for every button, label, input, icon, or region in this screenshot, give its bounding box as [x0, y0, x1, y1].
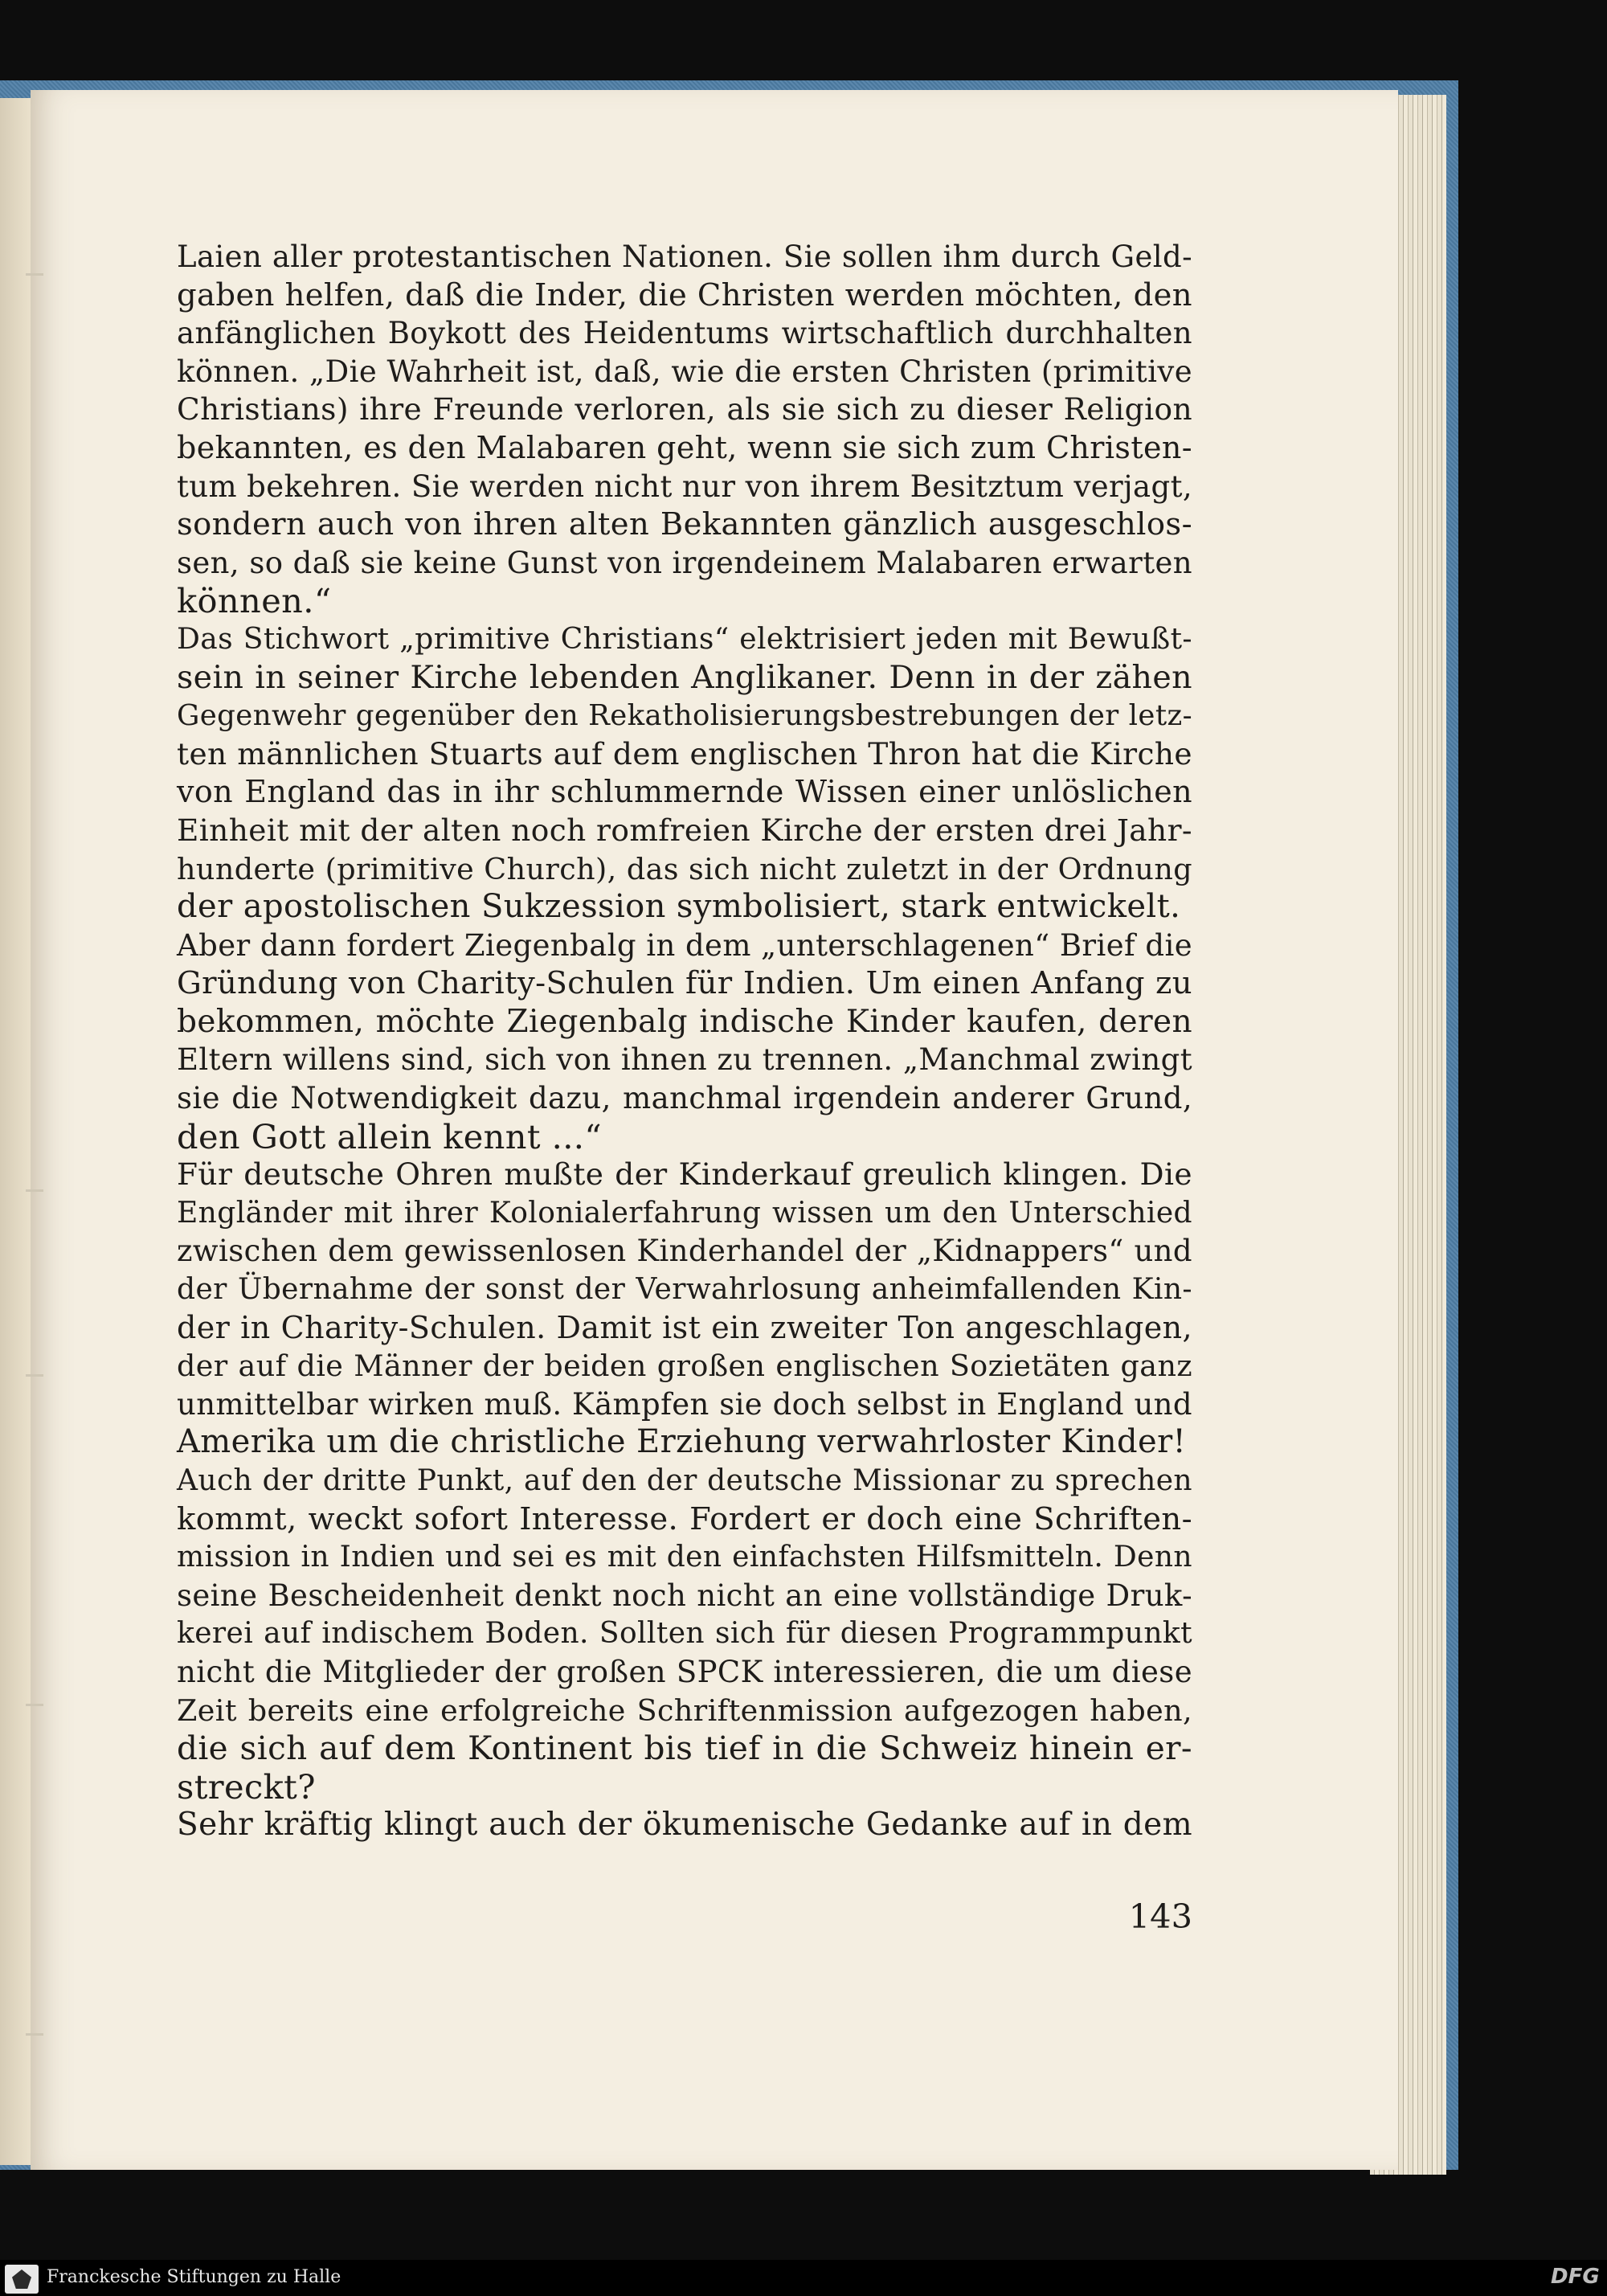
- binding-stitch: [26, 1374, 43, 1377]
- text-line: mission in Indien und sei es mit den einfachsten Hilfsmitteln. Denn: [177, 1541, 1192, 1574]
- dfg-logo: DFG: [1551, 2265, 1600, 2289]
- text-line: Einheit mit der alten noch romfreien Kirche der ersten drei Jahr-: [177, 812, 1192, 848]
- text-line: tum bekehren. Sie werden nicht nur von ihrem Besitztum verjagt,: [177, 469, 1192, 504]
- text-line: nicht die Mitglieder der großen SPCK interessieren, die um diese: [177, 1654, 1192, 1689]
- text-line: der apostolischen Sukzession symbolisiert, stark entwickelt.: [177, 888, 1181, 926]
- binding-stitch: [26, 273, 43, 276]
- text-line: Zeit bereits eine erfolgreiche Schriftenmission aufgezogen haben,: [177, 1692, 1192, 1728]
- text-line: sie die Notwendigkeit dazu, manchmal irgendein anderer Grund,: [177, 1081, 1192, 1116]
- text-line: kerei auf indischem Boden. Sollten sich für diesen Programmpunkt: [177, 1617, 1192, 1651]
- footer-credit-link[interactable]: Franckesche Stiftungen zu Halle: [47, 2267, 341, 2287]
- text-line: Aber dann fordert Ziegenbalg in dem „unterschlagenen“ Brief die: [177, 927, 1192, 963]
- body-text: [177, 238, 1192, 1844]
- text-line: Christians) ihre Freunde verloren, als sie sich zu dieser Religion: [177, 391, 1192, 428]
- binding-stitch: [26, 2033, 43, 2036]
- text-line: Engländer mit ihrer Kolonialerfahrung wissen um den Unterschied: [177, 1196, 1192, 1230]
- text-line: den Gott allein kennt ...“: [177, 1116, 602, 1156]
- text-line: unmittelbar wirken muß. Kämpfen sie doch selbst in England und: [177, 1386, 1192, 1422]
- text-line: Laien aller protestantischen Nationen. Sie sollen ihm durch Geld-: [177, 239, 1192, 274]
- text-line: sondern auch von ihren alten Bekannten gänzlich ausgeschlos-: [177, 506, 1192, 543]
- text-line: zwischen dem gewissenlosen Kinderhandel der „Kidnappers“ und: [177, 1234, 1192, 1269]
- text-line: Eltern willens sind, sich von ihnen zu trennen. „Manchmal zwingt: [177, 1042, 1192, 1078]
- binding-stitch: [26, 1704, 43, 1706]
- text-line: Auch der dritte Punkt, auf den der deutsche Missionar zu sprechen: [177, 1464, 1192, 1497]
- text-line: Gründung von Charity-Schulen für Indien. Um einen Anfang zu: [177, 965, 1192, 1002]
- text-line: bekommen, möchte Ziegenbalg indische Kinder kaufen, deren: [177, 1003, 1192, 1040]
- text-line: Sehr kräftig klingt auch der ökumenische Gedanke auf in dem: [177, 1807, 1192, 1844]
- text-line: ten männlichen Stuarts auf dem englischen Thron hat die Kirche: [177, 735, 1192, 771]
- text-line: Das Stichwort „primitive Christians“ elektrisiert jeden mit Bewußt-: [177, 622, 1192, 656]
- text-line: sen, so daß sie keine Gunst von irgendeinem Malabaren erwarten: [177, 545, 1192, 580]
- text-line: die sich auf dem Kontinent bis tief in die Schweiz hinein er-: [177, 1729, 1192, 1768]
- text-line: können. „Die Wahrheit ist, daß, wie die ersten Christen (primitive: [177, 354, 1192, 389]
- text-line: der in Charity-Schulen. Damit ist ein zweiter Ton angeschlagen,: [177, 1309, 1192, 1345]
- text-line: Gegenwehr gegenüber den Rekatholisierungsbestrebungen der letz-: [177, 699, 1192, 733]
- text-line: können.“: [177, 581, 332, 621]
- text-line: Amerika um die christliche Erziehung verwahrloster Kinder!: [177, 1423, 1187, 1461]
- text-line: hunderte (primitive Church), das sich nicht zuletzt in der Ordnung: [177, 851, 1192, 886]
- text-line: bekannten, es den Malabaren geht, wenn sie sich zum Christen-: [177, 429, 1192, 465]
- text-line: streckt?: [177, 1766, 316, 1807]
- text-line: sein in seiner Kirche lebenden Anglikaner. Denn in der zähen: [177, 658, 1192, 696]
- text-line: gaben helfen, daß die Inder, die Christen werden möchten, den: [177, 276, 1192, 313]
- page-number: 143: [1128, 1897, 1192, 1936]
- text-line: von England das in ihr schlummernde Wissen einer unlöslichen: [177, 774, 1192, 810]
- seal-icon[interactable]: [5, 2265, 39, 2294]
- binding-stitch: [26, 1189, 43, 1192]
- binding-thread: [22, 241, 47, 2089]
- text-line: anfänglichen Boykott des Heidentums wirtschaftlich durchhalten: [177, 316, 1192, 351]
- text-line: der Übernahme der sonst der Verwahrlosung anheimfallenden Kin-: [177, 1273, 1192, 1307]
- text-line: kommt, weckt sofort Interesse. Fordert er doch eine Schriften-: [177, 1500, 1192, 1537]
- text-line: seine Bescheidenheit denkt noch nicht an eine vollständige Druk-: [177, 1578, 1192, 1613]
- text-line: der auf die Männer der beiden großen englischen Sozietäten ganz: [177, 1349, 1192, 1384]
- text-line: Für deutsche Ohren mußte der Kinderkauf greulich klingen. Die: [177, 1156, 1192, 1193]
